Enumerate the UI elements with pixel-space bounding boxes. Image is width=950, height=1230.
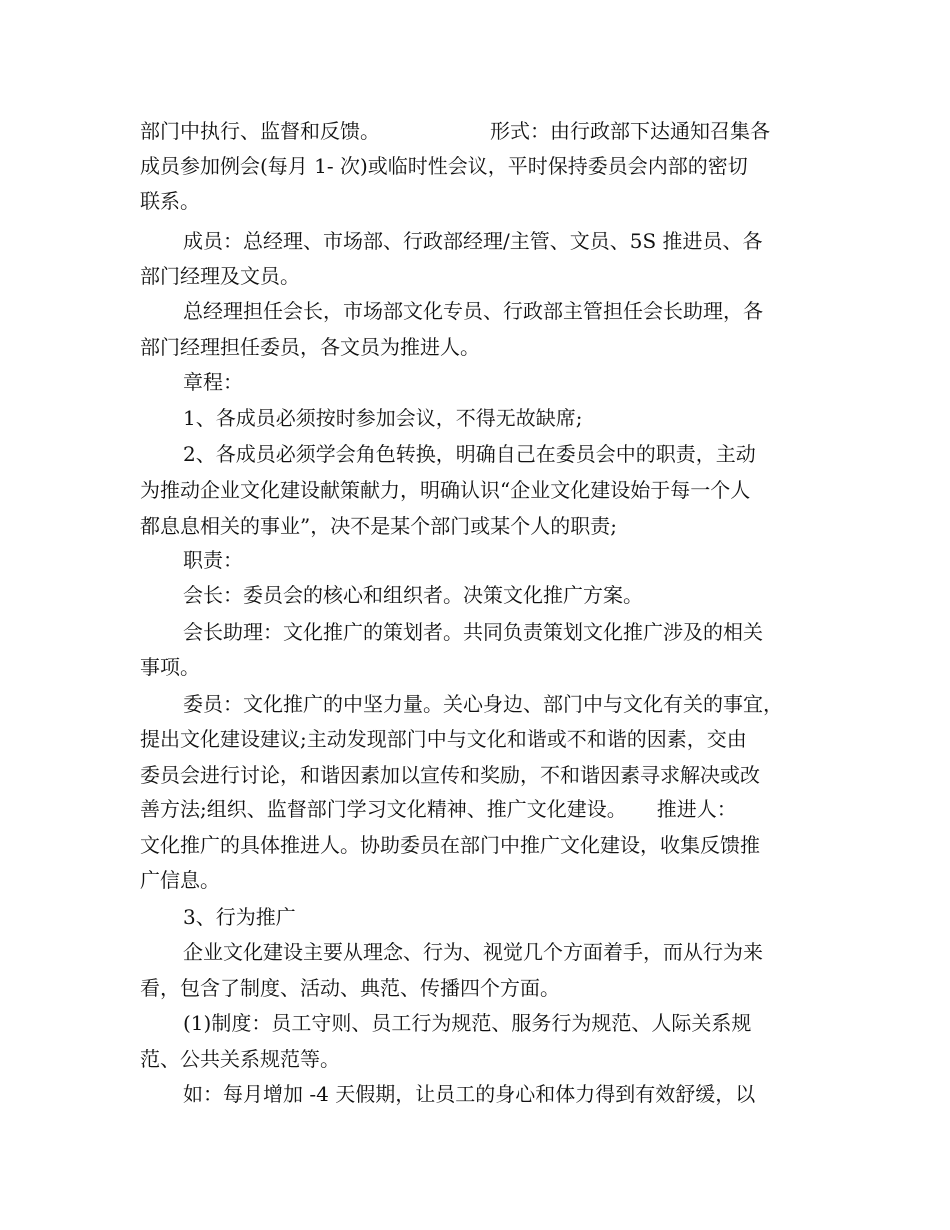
text-line-11: 为推动企业文化建设献策献力，明确认识“企业文化建设始于每一个人 — [140, 478, 751, 502]
text-line-13: 职责： — [183, 548, 243, 572]
text-line-26: (1)制度：员工守则、员工行为规范、服务行为规范、人际关系规 — [183, 1011, 752, 1035]
text-line-25: 看，包含了制度、活动、典范、传播四个方面。 — [140, 976, 560, 1000]
text-line-2: 成员参加例会(每月 1- 次)或临时性会议，平时保持委员会内部的密切 — [140, 154, 748, 178]
text-line-3: 联系。 — [140, 189, 200, 213]
text-line-17: 委员：文化推广的中坚力量。关心身边、部门中与文化有关的事宜， — [183, 692, 783, 716]
text-line-20: 善方法;组织、监督部门学习文化精神、推广文化建设。 推进人： — [140, 797, 737, 821]
text-line-15: 会长助理：文化推广的策划者。共同负责策划文化推广涉及的相关 — [183, 620, 763, 644]
text-line-19: 委员会进行讨论，和谐因素加以宣传和奖励，不和谐因素寻求解决或改 — [140, 763, 760, 787]
text-line-4: 成员：总经理、市场部、行政部经理/主管、文员、5S 推进员、各 — [183, 229, 763, 253]
text-line-14: 会长：委员会的核心和组织者。决策文化推广方案。 — [183, 583, 643, 607]
text-line-1: 部门中执行、监督和反馈。 形式：由行政部下达通知召集各 — [140, 119, 770, 143]
text-line-22: 广信息。 — [140, 868, 220, 892]
text-line-28: 如：每月增加 -4 天假期，让员工的身心和体力得到有效舒缓，以 — [183, 1082, 756, 1106]
text-line-18: 提出文化建设建议;主动发现部门中与文化和谐或不和谐的因素，交由 — [140, 727, 747, 751]
text-line-6: 总经理担任会长，市场部文化专员、行政部主管担任会长助理，各 — [183, 299, 763, 323]
text-line-12: 都息息相关的事业”，决不是某个部门或某个人的职责; — [140, 514, 617, 538]
text-line-9: 1、各成员必须按时参加会议，不得无故缺席; — [183, 406, 583, 430]
text-line-8: 章程： — [183, 370, 243, 394]
text-line-7: 部门经理担任委员，各文员为推进人。 — [140, 335, 480, 359]
text-line-5: 部门经理及文员。 — [140, 264, 300, 288]
text-line-16: 事项。 — [140, 655, 200, 679]
text-line-27: 范、公共关系规范等。 — [140, 1047, 340, 1071]
text-line-23: 3、行为推广 — [183, 905, 296, 929]
text-line-21: 文化推广的具体推进人。协助委员在部门中推广文化建设，收集反馈推 — [140, 833, 760, 857]
text-line-10: 2、各成员必须学会角色转换，明确自己在委员会中的职责，主动 — [183, 442, 756, 466]
text-line-24: 企业文化建设主要从理念、行为、视觉几个方面着手，而从行为来 — [183, 940, 763, 964]
